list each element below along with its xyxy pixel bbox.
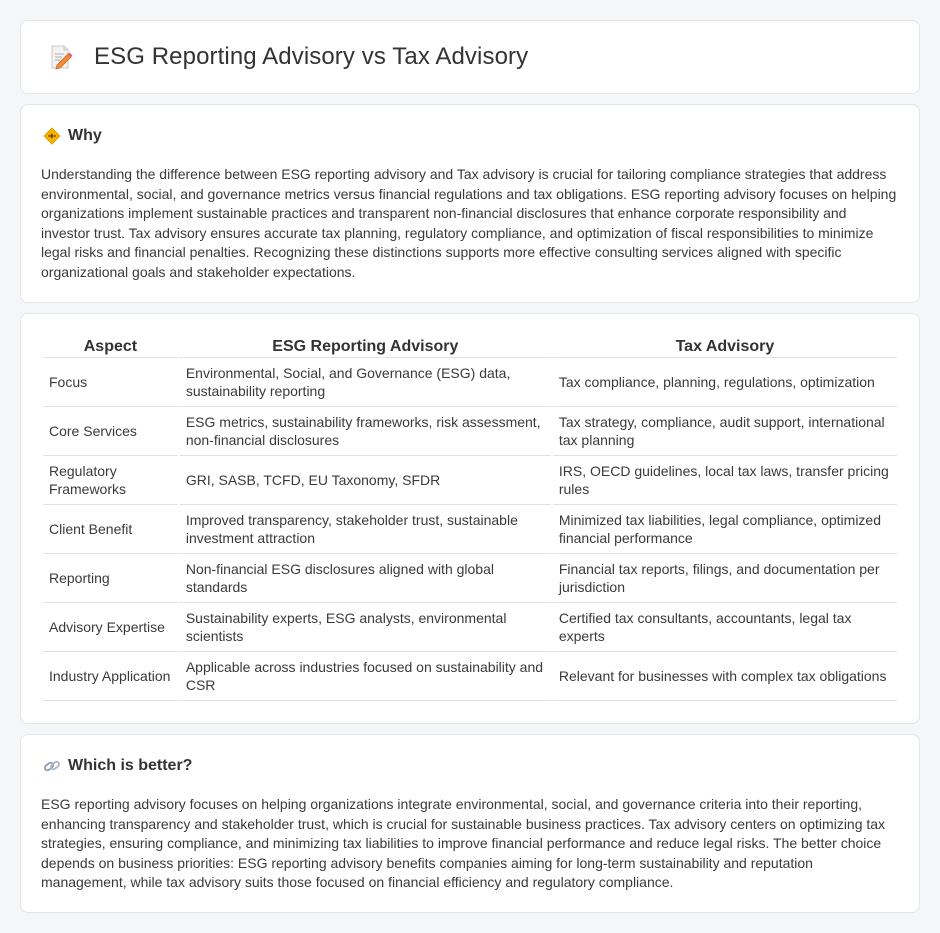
aspect-cell: Advisory Expertise (43, 603, 178, 652)
aspect-cell: Core Services (43, 407, 178, 456)
tax-cell: Certified tax consultants, accountants, legal tax experts (553, 603, 897, 652)
table-row (43, 505, 897, 554)
column-header-aspect: Aspect (43, 334, 178, 358)
link-icon (43, 757, 61, 775)
table-row (43, 358, 897, 407)
esg-cell: Non-financial ESG disclosures aligned with global standards (180, 554, 551, 603)
column-header-esg: ESG Reporting Advisory (180, 334, 551, 358)
better-text: ESG reporting advisory focuses on helping organizations integrate environmental, social, and governance criteria into their reporting, enhancing transparency and stakeholder trust, which is crucial for sustainable business practices. Tax advisory centers on optimizing tax strategies, ensuring compliance, and minimizing tax liabilities to improve financial performance and reduce legal risks. The better choice depends on business priorities: ESG reporting advisory benefits companies aiming for long-term sustainability and reputation management, while tax advisory suits those focused on financial efficiency and regulatory compliance. (41, 796, 886, 890)
esg-cell: Sustainability experts, ESG analysts, environmental scientists (180, 603, 551, 652)
esg-cell: Improved transparency, stakeholder trust, sustainable investment attraction (180, 505, 551, 554)
why-card (20, 104, 920, 303)
tax-cell: IRS, OECD guidelines, local tax laws, transfer pricing rules (553, 456, 897, 505)
table-header-row (43, 334, 897, 358)
header-card (20, 20, 920, 94)
table-row (43, 554, 897, 603)
diamond-arrows-icon (43, 127, 61, 145)
tax-cell: Tax compliance, planning, regulations, optimization (553, 358, 897, 407)
why-text: Understanding the difference between ESG reporting advisory and Tax advisory is crucial for tailoring compliance strategies that address environmental, social, and governance metrics versus financial regulations and tax obligations. ESG reporting advisory focuses on helping organizations implement sustainable practices and transparent non-financial disclosures that enhance corporate responsibility and investor trust. Tax advisory ensures accurate tax planning, regulatory compliance, and optimization of fiscal responsibilities to minimize legal risks and financial penalties. Recognizing these distinctions supports more effective consulting services aligned with specific organizational goals and stakeholder expectations. (41, 166, 897, 280)
esg-cell: Applicable across industries focused on sustainability and CSR (180, 652, 551, 701)
aspect-cell: Reporting (43, 554, 178, 603)
tax-cell: Minimized tax liabilities, legal compliance, optimized financial performance (553, 505, 897, 554)
why-title: Why (68, 127, 102, 144)
tax-cell: Relevant for businesses with complex tax obligations (553, 652, 897, 701)
tax-cell: Financial tax reports, filings, and documentation per jurisdiction (553, 554, 897, 603)
which-is-better-card (20, 734, 920, 913)
esg-cell: GRI, SASB, TCFD, EU Taxonomy, SFDR (180, 456, 551, 505)
memo-pencil-icon (46, 43, 74, 71)
better-title: Which is better? (68, 757, 193, 774)
table-row (43, 603, 897, 652)
table-row (43, 407, 897, 456)
aspect-cell: Focus (43, 358, 178, 407)
page-title: ESG Reporting Advisory vs Tax Advisory (94, 43, 529, 70)
comparison-table-card (20, 313, 920, 724)
table-row (43, 456, 897, 505)
aspect-cell: Regulatory Frameworks (43, 456, 178, 505)
better-heading (43, 757, 192, 775)
esg-cell: ESG metrics, sustainability frameworks, risk assessment, non-financial disclosures (180, 407, 551, 456)
table-row (43, 652, 897, 701)
column-header-tax: Tax Advisory (553, 334, 897, 358)
tax-cell: Tax strategy, compliance, audit support, international tax planning (553, 407, 897, 456)
aspect-cell: Client Benefit (43, 505, 178, 554)
esg-cell: Environmental, Social, and Governance (ESG) data, sustainability reporting (180, 358, 551, 407)
aspect-cell: Industry Application (43, 652, 178, 701)
comparison-table (41, 334, 899, 701)
why-heading (43, 127, 102, 145)
